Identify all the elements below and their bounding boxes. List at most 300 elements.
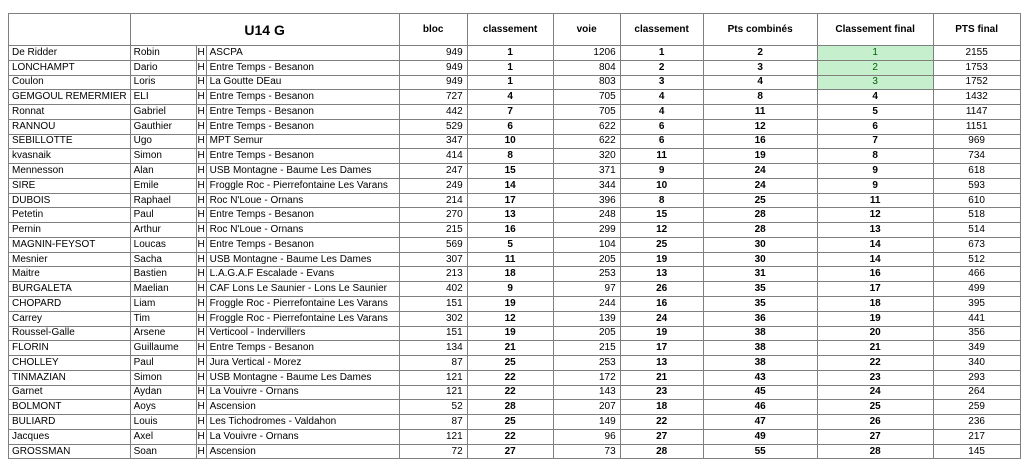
cell-bloc: 249 [399, 178, 467, 193]
table-row [9, 282, 1021, 297]
cell-club: USB Montagne - Baume Les Dames [206, 252, 399, 267]
cell-bloc: 215 [399, 223, 467, 238]
cell-prenom: Simon [130, 149, 196, 164]
cell-bloc: 151 [399, 326, 467, 341]
cell-pts-combines: 28 [703, 208, 817, 223]
cell-prenom: Aydan [130, 385, 196, 400]
cell-sexe: H [196, 46, 206, 61]
table-row [9, 223, 1021, 238]
cell-prenom: Maelian [130, 282, 196, 297]
cell-voie: 207 [553, 400, 620, 415]
cell-pts-final: 673 [933, 237, 1020, 252]
cell-sexe: H [196, 370, 206, 385]
cell-prenom: Bastien [130, 267, 196, 282]
cell-sexe: H [196, 60, 206, 75]
cell-voie: 299 [553, 223, 620, 238]
cell-pts-final: 145 [933, 444, 1020, 459]
cell-bloc: 727 [399, 90, 467, 105]
cell-classement-voie: 13 [620, 356, 703, 371]
table-row [9, 267, 1021, 282]
cell-bloc: 214 [399, 193, 467, 208]
cell-sexe: H [196, 223, 206, 238]
cell-voie: 143 [553, 385, 620, 400]
cell-club: Entre Temps - Besanon [206, 237, 399, 252]
results-sheet [8, 13, 1021, 459]
cell-club: Entre Temps - Besanon [206, 60, 399, 75]
cell-club: Entre Temps - Besanon [206, 341, 399, 356]
cell-prenom: Emile [130, 178, 196, 193]
cell-bloc: 402 [399, 282, 467, 297]
cell-pts-combines: 46 [703, 400, 817, 415]
cell-classement-final: 26 [817, 415, 933, 430]
cell-nom: CHOLLEY [9, 356, 131, 371]
cell-pts-combines: 45 [703, 385, 817, 400]
cell-classement-bloc: 17 [467, 193, 553, 208]
cell-nom: Mesnier [9, 252, 131, 267]
cell-classement-bloc: 22 [467, 370, 553, 385]
cell-classement-voie: 18 [620, 400, 703, 415]
cell-pts-combines: 43 [703, 370, 817, 385]
cell-nom: Ronnat [9, 105, 131, 120]
cell-classement-bloc: 21 [467, 341, 553, 356]
cell-pts-combines: 36 [703, 311, 817, 326]
header-pts-final: PTS final [933, 14, 1020, 46]
cell-club: Ascension [206, 400, 399, 415]
cell-voie: 205 [553, 326, 620, 341]
cell-classement-bloc: 22 [467, 385, 553, 400]
results-table [8, 13, 1021, 459]
cell-pts-final: 356 [933, 326, 1020, 341]
cell-sexe: H [196, 282, 206, 297]
cell-club: Entre Temps - Besanon [206, 90, 399, 105]
cell-bloc: 347 [399, 134, 467, 149]
cell-prenom: Sacha [130, 252, 196, 267]
cell-pts-combines: 28 [703, 223, 817, 238]
cell-classement-bloc: 5 [467, 237, 553, 252]
cell-nom: Petetin [9, 208, 131, 223]
table-row [9, 370, 1021, 385]
cell-classement-bloc: 22 [467, 429, 553, 444]
cell-bloc: 949 [399, 46, 467, 61]
table-row [9, 193, 1021, 208]
cell-club: Roc N'Loue - Ornans [206, 223, 399, 238]
table-row [9, 444, 1021, 459]
cell-classement-voie: 25 [620, 237, 703, 252]
cell-classement-final: 21 [817, 341, 933, 356]
cell-classement-voie: 19 [620, 326, 703, 341]
cell-pts-final: 217 [933, 429, 1020, 444]
cell-club: Roc N'Loue - Ornans [206, 193, 399, 208]
cell-classement-final: 5 [817, 105, 933, 120]
cell-pts-combines: 4 [703, 75, 817, 90]
cell-nom: GROSSMAN [9, 444, 131, 459]
cell-pts-combines: 24 [703, 178, 817, 193]
cell-classement-bloc: 9 [467, 282, 553, 297]
cell-prenom: Axel [130, 429, 196, 444]
cell-prenom: Loris [130, 75, 196, 90]
cell-classement-bloc: 6 [467, 119, 553, 134]
cell-sexe: H [196, 341, 206, 356]
cell-nom: Jacques [9, 429, 131, 444]
cell-sexe: H [196, 400, 206, 415]
cell-nom: Maitre [9, 267, 131, 282]
table-row [9, 297, 1021, 312]
cell-sexe: H [196, 356, 206, 371]
cell-voie: 344 [553, 178, 620, 193]
cell-pts-combines: 35 [703, 282, 817, 297]
cell-club: Les Tichodromes - Valdahon [206, 415, 399, 430]
header-classement-final: Classement final [817, 14, 933, 46]
cell-bloc: 442 [399, 105, 467, 120]
cell-classement-voie: 26 [620, 282, 703, 297]
cell-voie: 96 [553, 429, 620, 444]
cell-classement-voie: 27 [620, 429, 703, 444]
cell-club: Entre Temps - Besanon [206, 105, 399, 120]
cell-classement-voie: 15 [620, 208, 703, 223]
table-row [9, 341, 1021, 356]
cell-sexe: H [196, 164, 206, 179]
cell-classement-bloc: 19 [467, 297, 553, 312]
cell-club: MPT Semur [206, 134, 399, 149]
cell-classement-voie: 23 [620, 385, 703, 400]
cell-bloc: 302 [399, 311, 467, 326]
cell-sexe: H [196, 178, 206, 193]
cell-classement-voie: 22 [620, 415, 703, 430]
table-row [9, 90, 1021, 105]
cell-prenom: Gabriel [130, 105, 196, 120]
cell-prenom: Dario [130, 60, 196, 75]
cell-pts-combines: 2 [703, 46, 817, 61]
cell-pts-final: 395 [933, 297, 1020, 312]
cell-nom: LONCHAMPT [9, 60, 131, 75]
cell-sexe: H [196, 75, 206, 90]
table-row [9, 164, 1021, 179]
cell-classement-bloc: 13 [467, 208, 553, 223]
cell-classement-voie: 6 [620, 119, 703, 134]
cell-classement-final: 17 [817, 282, 933, 297]
cell-pts-final: 466 [933, 267, 1020, 282]
table-row [9, 429, 1021, 444]
cell-classement-bloc: 28 [467, 400, 553, 415]
cell-prenom: Soan [130, 444, 196, 459]
table-row [9, 415, 1021, 430]
cell-classement-bloc: 16 [467, 223, 553, 238]
cell-club: Entre Temps - Besanon [206, 208, 399, 223]
cell-classement-final: 20 [817, 326, 933, 341]
cell-prenom: Tim [130, 311, 196, 326]
cell-classement-final: 24 [817, 385, 933, 400]
cell-voie: 97 [553, 282, 620, 297]
cell-classement-voie: 6 [620, 134, 703, 149]
table-row [9, 178, 1021, 193]
cell-voie: 396 [553, 193, 620, 208]
cell-sexe: H [196, 134, 206, 149]
category-title: U14 G [130, 14, 399, 46]
cell-club: Entre Temps - Besanon [206, 119, 399, 134]
cell-classement-bloc: 25 [467, 415, 553, 430]
cell-bloc: 121 [399, 385, 467, 400]
cell-pts-final: 441 [933, 311, 1020, 326]
cell-prenom: Simon [130, 370, 196, 385]
cell-classement-final: 9 [817, 164, 933, 179]
cell-voie: 215 [553, 341, 620, 356]
cell-pts-combines: 38 [703, 341, 817, 356]
cell-bloc: 87 [399, 415, 467, 430]
cell-classement-voie: 28 [620, 444, 703, 459]
cell-classement-final: 14 [817, 252, 933, 267]
cell-pts-combines: 19 [703, 149, 817, 164]
cell-classement-bloc: 4 [467, 90, 553, 105]
cell-pts-combines: 30 [703, 237, 817, 252]
cell-classement-final: 12 [817, 208, 933, 223]
cell-pts-final: 264 [933, 385, 1020, 400]
cell-nom: RANNOU [9, 119, 131, 134]
cell-bloc: 121 [399, 429, 467, 444]
cell-bloc: 134 [399, 341, 467, 356]
cell-pts-combines: 3 [703, 60, 817, 75]
header-voie: voie [553, 14, 620, 46]
cell-classement-final: 6 [817, 119, 933, 134]
table-row [9, 208, 1021, 223]
table-row [9, 46, 1021, 61]
cell-prenom: Raphael [130, 193, 196, 208]
cell-classement-bloc: 19 [467, 326, 553, 341]
cell-nom: SEBILLOTTE [9, 134, 131, 149]
header-pts-combines: Pts combinés [703, 14, 817, 46]
cell-pts-combines: 38 [703, 326, 817, 341]
cell-nom: DUBOIS [9, 193, 131, 208]
cell-pts-combines: 47 [703, 415, 817, 430]
cell-club: Froggle Roc - Pierrefontaine Les Varans [206, 297, 399, 312]
cell-voie: 804 [553, 60, 620, 75]
header-row [9, 14, 1021, 46]
cell-club: USB Montagne - Baume Les Dames [206, 370, 399, 385]
cell-classement-bloc: 18 [467, 267, 553, 282]
cell-pts-combines: 16 [703, 134, 817, 149]
cell-bloc: 270 [399, 208, 467, 223]
cell-sexe: H [196, 415, 206, 430]
cell-classement-voie: 12 [620, 223, 703, 238]
cell-prenom: Paul [130, 208, 196, 223]
cell-nom: TINMAZIAN [9, 370, 131, 385]
cell-club: Froggle Roc - Pierrefontaine Les Varans [206, 311, 399, 326]
cell-classement-voie: 11 [620, 149, 703, 164]
cell-pts-combines: 30 [703, 252, 817, 267]
cell-sexe: H [196, 208, 206, 223]
cell-club: USB Montagne - Baume Les Dames [206, 164, 399, 179]
cell-classement-bloc: 11 [467, 252, 553, 267]
cell-classement-final: 2 [817, 60, 933, 75]
cell-voie: 244 [553, 297, 620, 312]
cell-sexe: H [196, 193, 206, 208]
cell-pts-final: 499 [933, 282, 1020, 297]
cell-prenom: ELI [130, 90, 196, 105]
cell-bloc: 247 [399, 164, 467, 179]
cell-classement-bloc: 27 [467, 444, 553, 459]
cell-classement-final: 18 [817, 297, 933, 312]
cell-voie: 253 [553, 356, 620, 371]
cell-classement-final: 22 [817, 356, 933, 371]
cell-classement-bloc: 8 [467, 149, 553, 164]
cell-voie: 172 [553, 370, 620, 385]
cell-pts-final: 518 [933, 208, 1020, 223]
cell-pts-final: 293 [933, 370, 1020, 385]
cell-nom: Pernin [9, 223, 131, 238]
cell-nom: De Ridder [9, 46, 131, 61]
cell-club: ASCPA [206, 46, 399, 61]
cell-nom: Coulon [9, 75, 131, 90]
cell-classement-bloc: 25 [467, 356, 553, 371]
cell-voie: 248 [553, 208, 620, 223]
table-row [9, 400, 1021, 415]
cell-pts-combines: 35 [703, 297, 817, 312]
table-row [9, 149, 1021, 164]
cell-club: La Vouivre - Ornans [206, 385, 399, 400]
header-classement-voie: classement [620, 14, 703, 46]
cell-bloc: 121 [399, 370, 467, 385]
cell-bloc: 52 [399, 400, 467, 415]
cell-bloc: 151 [399, 297, 467, 312]
cell-bloc: 949 [399, 60, 467, 75]
cell-classement-bloc: 1 [467, 75, 553, 90]
cell-voie: 253 [553, 267, 620, 282]
table-row [9, 75, 1021, 90]
cell-pts-final: 1151 [933, 119, 1020, 134]
cell-prenom: Robin [130, 46, 196, 61]
cell-bloc: 949 [399, 75, 467, 90]
cell-classement-voie: 13 [620, 267, 703, 282]
cell-classement-bloc: 1 [467, 46, 553, 61]
cell-classement-voie: 10 [620, 178, 703, 193]
cell-classement-final: 19 [817, 311, 933, 326]
cell-pts-combines: 49 [703, 429, 817, 444]
cell-nom: FLORIN [9, 341, 131, 356]
cell-sexe: H [196, 385, 206, 400]
cell-voie: 705 [553, 90, 620, 105]
table-row [9, 119, 1021, 134]
cell-prenom: Loucas [130, 237, 196, 252]
cell-classement-bloc: 10 [467, 134, 553, 149]
cell-classement-bloc: 7 [467, 105, 553, 120]
cell-classement-final: 8 [817, 149, 933, 164]
cell-classement-bloc: 15 [467, 164, 553, 179]
cell-sexe: H [196, 105, 206, 120]
cell-pts-final: 514 [933, 223, 1020, 238]
cell-club: Jura Vertical - Morez [206, 356, 399, 371]
cell-classement-final: 13 [817, 223, 933, 238]
cell-pts-final: 349 [933, 341, 1020, 356]
cell-classement-final: 4 [817, 90, 933, 105]
cell-prenom: Louis [130, 415, 196, 430]
cell-voie: 73 [553, 444, 620, 459]
cell-voie: 705 [553, 105, 620, 120]
cell-pts-combines: 38 [703, 356, 817, 371]
cell-classement-voie: 4 [620, 90, 703, 105]
cell-pts-combines: 12 [703, 119, 817, 134]
cell-pts-final: 734 [933, 149, 1020, 164]
cell-nom: GEMGOUL REMERMIER [9, 90, 131, 105]
cell-classement-final: 3 [817, 75, 933, 90]
cell-classement-voie: 3 [620, 75, 703, 90]
cell-pts-combines: 8 [703, 90, 817, 105]
cell-voie: 205 [553, 252, 620, 267]
cell-nom: Mennesson [9, 164, 131, 179]
cell-classement-voie: 19 [620, 252, 703, 267]
cell-classement-bloc: 12 [467, 311, 553, 326]
cell-classement-voie: 4 [620, 105, 703, 120]
cell-bloc: 87 [399, 356, 467, 371]
cell-nom: SIRE [9, 178, 131, 193]
cell-sexe: H [196, 149, 206, 164]
cell-classement-voie: 17 [620, 341, 703, 356]
cell-voie: 104 [553, 237, 620, 252]
cell-sexe: H [196, 326, 206, 341]
cell-classement-bloc: 14 [467, 178, 553, 193]
cell-nom: Roussel-Galle [9, 326, 131, 341]
cell-club: Ascension [206, 444, 399, 459]
cell-classement-voie: 16 [620, 297, 703, 312]
cell-sexe: H [196, 429, 206, 444]
table-row [9, 237, 1021, 252]
table-row [9, 105, 1021, 120]
cell-pts-combines: 25 [703, 193, 817, 208]
cell-classement-voie: 9 [620, 164, 703, 179]
table-row [9, 60, 1021, 75]
cell-prenom: Gauthier [130, 119, 196, 134]
cell-pts-final: 969 [933, 134, 1020, 149]
cell-prenom: Arsene [130, 326, 196, 341]
cell-nom: Carrey [9, 311, 131, 326]
cell-sexe: H [196, 311, 206, 326]
cell-nom: kvasnaik [9, 149, 131, 164]
cell-bloc: 213 [399, 267, 467, 282]
cell-classement-final: 27 [817, 429, 933, 444]
cell-pts-final: 259 [933, 400, 1020, 415]
cell-sexe: H [196, 252, 206, 267]
cell-pts-final: 593 [933, 178, 1020, 193]
cell-classement-voie: 8 [620, 193, 703, 208]
cell-classement-bloc: 1 [467, 60, 553, 75]
table-row [9, 326, 1021, 341]
cell-pts-combines: 31 [703, 267, 817, 282]
cell-prenom: Alan [130, 164, 196, 179]
cell-pts-final: 512 [933, 252, 1020, 267]
cell-club: La Goutte DEau [206, 75, 399, 90]
cell-voie: 803 [553, 75, 620, 90]
table-row [9, 356, 1021, 371]
cell-pts-final: 1752 [933, 75, 1020, 90]
header-classement-bloc: classement [467, 14, 553, 46]
cell-voie: 371 [553, 164, 620, 179]
cell-nom: Garnet [9, 385, 131, 400]
cell-voie: 149 [553, 415, 620, 430]
cell-pts-final: 1147 [933, 105, 1020, 120]
cell-pts-combines: 55 [703, 444, 817, 459]
cell-sexe: H [196, 237, 206, 252]
cell-nom: MAGNIN-FEYSOT [9, 237, 131, 252]
cell-bloc: 414 [399, 149, 467, 164]
cell-classement-final: 1 [817, 46, 933, 61]
cell-classement-voie: 2 [620, 60, 703, 75]
cell-classement-final: 23 [817, 370, 933, 385]
table-row [9, 311, 1021, 326]
cell-club: Entre Temps - Besanon [206, 149, 399, 164]
cell-nom: BULIARD [9, 415, 131, 430]
cell-pts-final: 2155 [933, 46, 1020, 61]
cell-club: Verticool - Indervillers [206, 326, 399, 341]
cell-bloc: 529 [399, 119, 467, 134]
cell-prenom: Paul [130, 356, 196, 371]
